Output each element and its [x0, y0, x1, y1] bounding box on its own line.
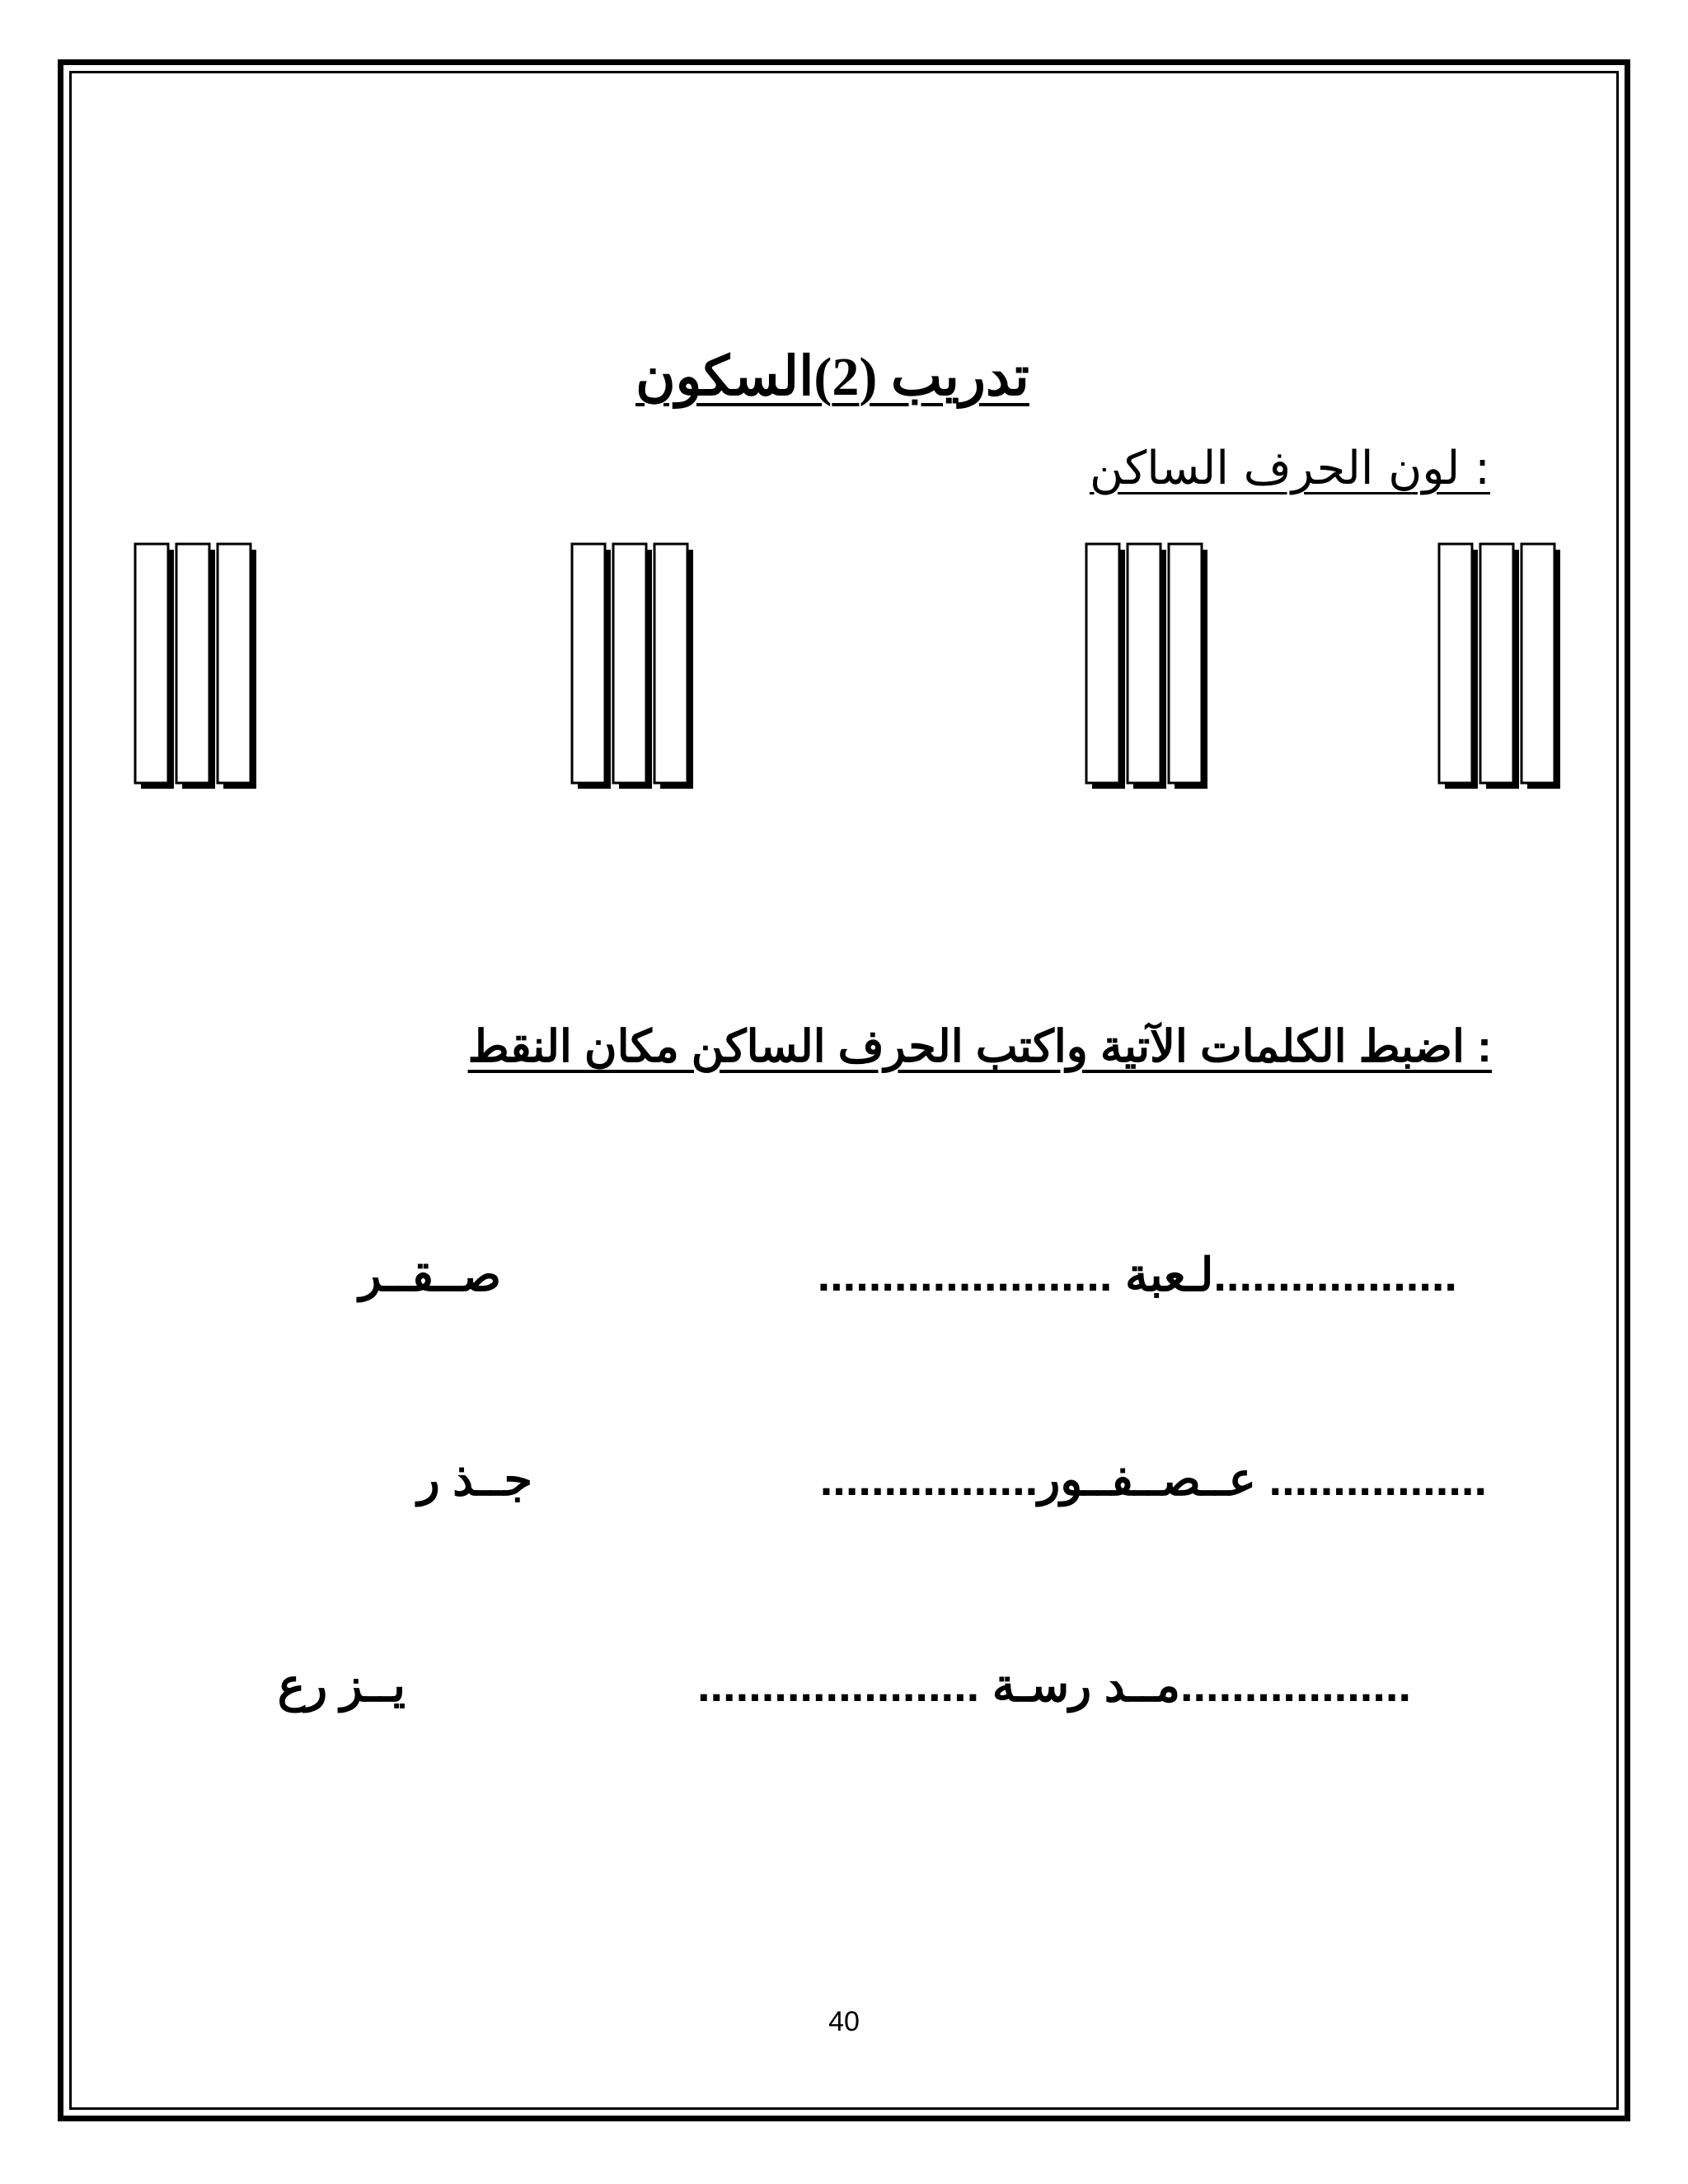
- word-jathr: جــذ ر: [417, 1453, 532, 1505]
- letter-bar: [1086, 544, 1119, 783]
- letter-bar: [135, 544, 168, 783]
- instruction-color-consonant: : لون الحرف الساكن: [1089, 442, 1490, 495]
- letter-bar: [1480, 544, 1513, 783]
- letter-bar-group-3: [1086, 544, 1207, 789]
- exercise-title: تدريب (2)السكون: [635, 347, 1029, 407]
- letter-bar: [176, 544, 209, 783]
- fill-line-3: ..................مــد رسـة ......................: [696, 1659, 1411, 1711]
- letter-bar: [1169, 544, 1202, 783]
- letter-bar: [1439, 544, 1472, 783]
- fill-line-2: ................. عــصــفــور.................: [819, 1453, 1487, 1505]
- page-number: 40: [828, 2006, 860, 2037]
- letter-bars-illustration: [0, 0, 1688, 824]
- word-saqr: صــقــر: [359, 1249, 501, 1301]
- letter-bar-group-1: [135, 544, 256, 789]
- letter-bar: [1128, 544, 1160, 783]
- letter-bar: [654, 544, 687, 783]
- letter-bar: [218, 544, 251, 783]
- letter-bar: [572, 544, 605, 783]
- letter-bar-group-2: [572, 544, 693, 789]
- letter-bar-group-4: [1439, 544, 1560, 789]
- letter-bar: [1522, 544, 1554, 783]
- word-yazra: يــز رع: [277, 1659, 406, 1711]
- instruction-fill-words: : اضبط الكلمات الآتية واكتب الحرف الساكن مكان النقط: [467, 1022, 1492, 1071]
- fill-line-1: ...................لـعبة .......................: [817, 1249, 1457, 1301]
- letter-bar: [613, 544, 646, 783]
